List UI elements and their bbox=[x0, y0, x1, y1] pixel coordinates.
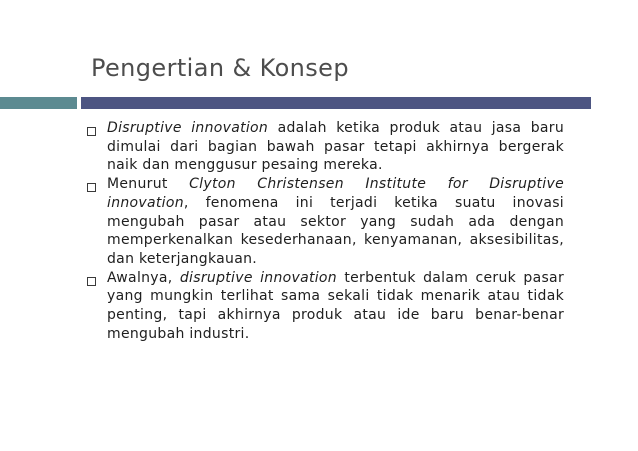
bullet-text-segment: disruptive innovation bbox=[179, 269, 337, 286]
bullet-list bbox=[86, 119, 564, 343]
bullet-text-segment: , fenomena ini terjadi ketika suatu inovasi mengubah pasar atau sektor yang sudah ada dengan memperkenalkan kesederhanaan, kenyamanan, aksesibilitas, dan keterjangkauan. bbox=[107, 194, 564, 267]
square-bullet-icon bbox=[87, 277, 96, 286]
bullet-text-segment: Menurut bbox=[107, 176, 190, 193]
bullet-text-segment: terbentuk dalam ceruk pasar yang mungkin terlihat sama sekali tidak menarik atau tidak penting, tapi akhirnya produk atau ide baru benar-benar mengubah industri. bbox=[107, 269, 564, 342]
bullet-text bbox=[107, 269, 564, 344]
square-bullet-icon bbox=[87, 183, 96, 192]
square-bullet-icon bbox=[87, 127, 96, 136]
title-rule-bar bbox=[81, 97, 591, 109]
bullet-text-segment: Disruptive innovation bbox=[107, 120, 269, 136]
bullet-text bbox=[107, 119, 564, 175]
title-rule-accent bbox=[0, 97, 77, 109]
list-item bbox=[86, 175, 564, 269]
bullet-text-segment: adalah ketika produk atau jasa baru dimulai dari bagian bawah pasar tetapi akhirnya bergerak naik dan menggusur pesaing mereka. bbox=[107, 120, 565, 174]
slide-title: Pengertian & Konsep bbox=[91, 54, 349, 82]
bullet-text bbox=[107, 175, 564, 269]
bullet-text-segment: Awalnya, bbox=[107, 269, 180, 286]
list-item bbox=[86, 119, 564, 175]
bullet-text-segment: Clyton Christensen Institute for Disruptive innovation bbox=[107, 176, 564, 211]
list-item bbox=[86, 269, 564, 344]
